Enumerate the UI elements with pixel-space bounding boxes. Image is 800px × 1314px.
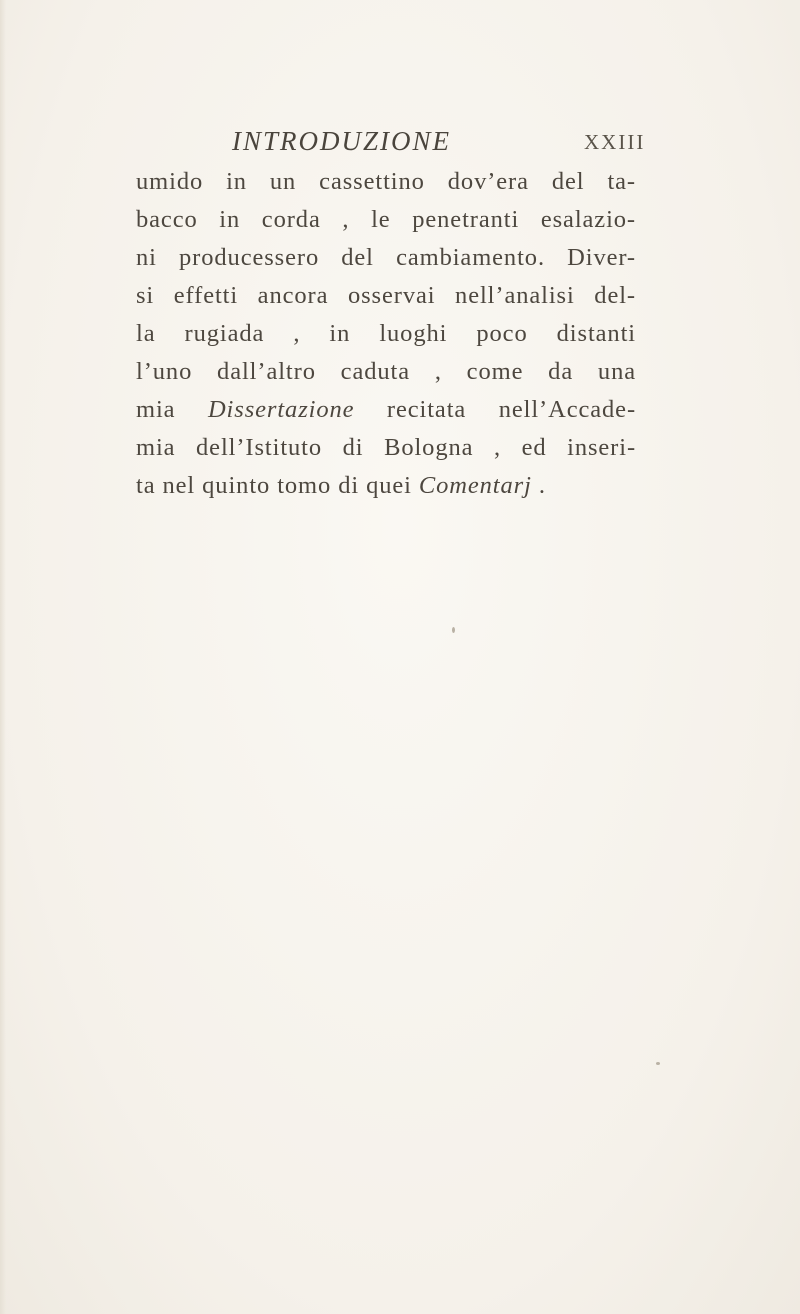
running-head-title: INTRODUZIONE (232, 126, 452, 156)
paper-speck (452, 627, 455, 633)
page-edge-shadow (0, 0, 6, 1314)
page-number: XXIII (584, 130, 646, 154)
body-paragraph (136, 163, 636, 505)
text-line-5: la rugiada , in luoghi poco distanti (136, 320, 636, 347)
text-line-3: ni producessero del cambiamento. Diver- (136, 244, 636, 271)
text-line-6: l’uno dall’altro caduta , come da una (136, 358, 636, 385)
text-line-4: si effetti ancora osservai nell’analisi del- (136, 282, 636, 309)
text-line-2: bacco in corda , le penetranti esalazio- (136, 206, 636, 233)
text-line-7: mia Dissertazione recitata nell’Accade- (136, 396, 636, 423)
running-head (0, 126, 800, 166)
text-line-8: mia dell’Istituto di Bologna , ed inseri- (136, 434, 636, 461)
paper-speck (656, 1062, 660, 1065)
text-line-1: umido in un cassettino dov’era del ta- (136, 168, 636, 195)
italic-title-comentarj: Comentarj (418, 472, 532, 499)
italic-title-dissertazione: Dissertazione (207, 396, 355, 423)
text-line-9: ta nel quinto tomo di quei Comentarj . (136, 472, 546, 499)
